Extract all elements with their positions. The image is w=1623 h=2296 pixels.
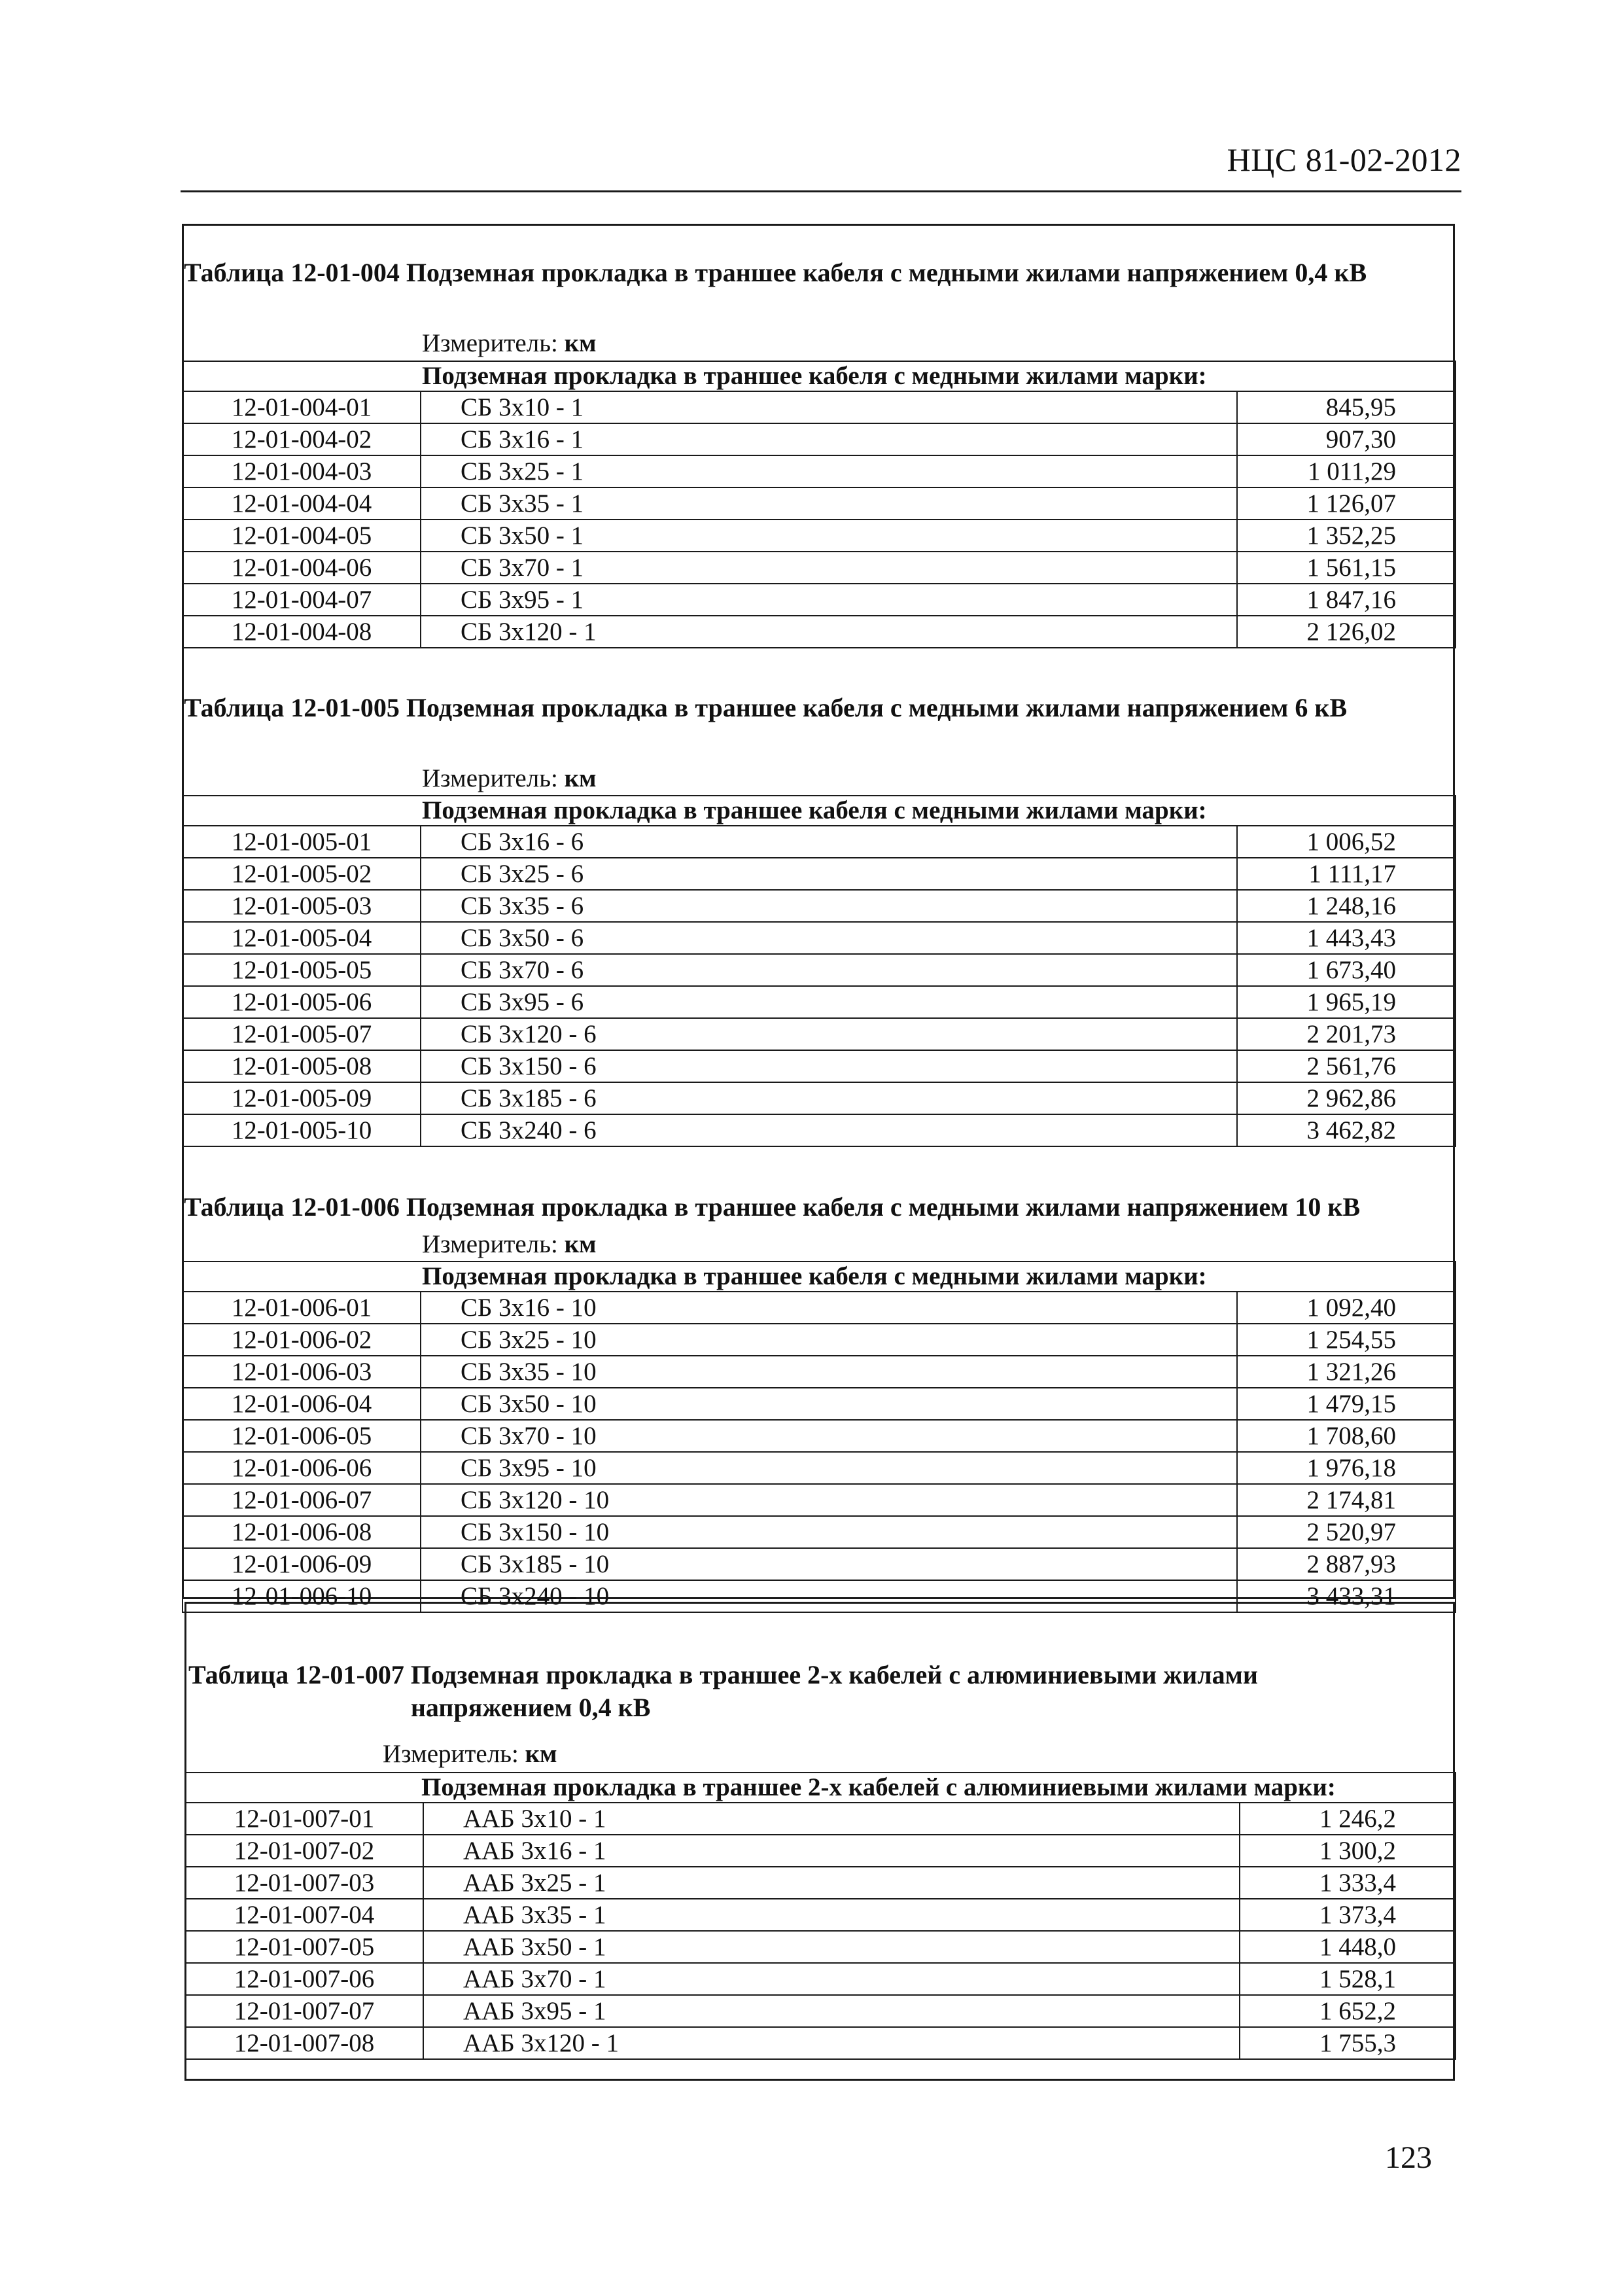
table-subheader-row — [185, 1773, 1456, 1803]
table-row — [183, 1580, 1456, 1612]
unit-of-measure — [422, 328, 597, 358]
row-cable-grade: СБ 3х16 - 10 — [421, 1292, 1237, 1324]
row-cable-grade: ААБ 3х70 - 1 — [423, 1963, 1240, 1995]
table-row — [183, 391, 1456, 423]
table-row — [185, 1867, 1456, 1899]
table-row — [183, 922, 1456, 954]
row-price: 1 708,60 — [1237, 1420, 1456, 1452]
row-code: 12-01-004-05 — [183, 520, 421, 552]
row-price: 2 126,02 — [1237, 616, 1456, 648]
row-code: 12-01-007-01 — [185, 1803, 423, 1835]
row-price: 1 111,17 — [1237, 858, 1456, 890]
row-price: 2 962,86 — [1237, 1082, 1456, 1114]
row-price: 3 462,82 — [1237, 1114, 1456, 1146]
row-price: 1 011,29 — [1237, 455, 1456, 487]
row-code: 12-01-007-04 — [185, 1899, 423, 1931]
unit-label: Измеритель: — [422, 329, 558, 357]
row-code: 12-01-004-08 — [183, 616, 421, 648]
table-title-text — [411, 1659, 1405, 1724]
row-cable-grade: СБ 3х50 - 6 — [421, 922, 1237, 954]
row-cable-grade: ААБ 3х10 - 1 — [423, 1803, 1240, 1835]
row-cable-grade: ААБ 3х95 - 1 — [423, 1995, 1240, 2027]
row-cable-grade: СБ 3х25 - 1 — [421, 455, 1237, 487]
table-title — [184, 256, 1367, 289]
row-code: 12-01-006-05 — [183, 1420, 421, 1452]
row-code: 12-01-004-02 — [183, 423, 421, 455]
row-code: 12-01-007-02 — [185, 1835, 423, 1867]
table-title-code: Таблица 12-01-007 — [188, 1660, 404, 1689]
table-row — [183, 986, 1456, 1018]
row-cable-grade: ААБ 3х120 - 1 — [423, 2027, 1240, 2059]
row-code: 12-01-005-03 — [183, 890, 421, 922]
row-cable-grade: СБ 3х185 - 6 — [421, 1082, 1237, 1114]
table-row — [183, 1324, 1456, 1356]
table-row — [183, 616, 1456, 648]
row-price: 1 092,40 — [1237, 1292, 1456, 1324]
table-title-code: Таблица 12-01-005 — [184, 693, 400, 722]
row-price: 1 652,2 — [1240, 1995, 1456, 2027]
row-code: 12-01-006-08 — [183, 1516, 421, 1548]
table-row — [183, 552, 1456, 584]
table-row — [185, 1963, 1456, 1995]
table-row — [183, 1082, 1456, 1114]
row-code: 12-01-004-06 — [183, 552, 421, 584]
table-row — [183, 520, 1456, 552]
price-table-body — [183, 361, 1456, 648]
table-row — [183, 1114, 1456, 1146]
row-cable-grade: СБ 3х95 - 6 — [421, 986, 1237, 1018]
unit-of-measure — [422, 1229, 597, 1259]
table-row — [185, 1835, 1456, 1867]
table-subheader: Подземная прокладка в траншее кабеля с медными жилами марки: — [183, 796, 1456, 826]
row-code: 12-01-007-08 — [185, 2027, 423, 2059]
row-cable-grade: ААБ 3х50 - 1 — [423, 1931, 1240, 1963]
table-title-text: Подземная прокладка в траншее кабеля с медными жилами напряжением 0,4 кВ — [406, 258, 1367, 287]
table-row — [185, 1899, 1456, 1931]
row-cable-grade: СБ 3х120 - 6 — [421, 1018, 1237, 1050]
table-row — [183, 1548, 1456, 1580]
row-code: 12-01-005-10 — [183, 1114, 421, 1146]
table-row — [183, 423, 1456, 455]
table-title-text: Подземная прокладка в траншее кабеля с медными жилами напряжением 10 кВ — [406, 1192, 1361, 1222]
row-price: 1 528,1 — [1240, 1963, 1456, 1995]
row-cable-grade: СБ 3х70 - 1 — [421, 552, 1237, 584]
row-code: 12-01-006-04 — [183, 1388, 421, 1420]
price-table-body — [183, 1262, 1456, 1612]
row-cable-grade: СБ 3х50 - 1 — [421, 520, 1237, 552]
row-price: 3 433,31 — [1237, 1580, 1456, 1612]
row-cable-grade: СБ 3х70 - 10 — [421, 1420, 1237, 1452]
unit-label: Измеритель: — [383, 1740, 519, 1768]
row-price: 2 174,81 — [1237, 1484, 1456, 1516]
row-code: 12-01-004-01 — [183, 391, 421, 423]
row-price: 907,30 — [1237, 423, 1456, 455]
row-price: 1 126,07 — [1237, 487, 1456, 520]
table-row — [183, 1018, 1456, 1050]
row-code: 12-01-004-04 — [183, 487, 421, 520]
table-subheader-row — [183, 361, 1456, 391]
row-cable-grade: СБ 3х16 - 6 — [421, 826, 1237, 858]
row-price: 2 201,73 — [1237, 1018, 1456, 1050]
table-subheader: Подземная прокладка в траншее кабеля с медными жилами марки: — [183, 1262, 1456, 1292]
row-code: 12-01-006-01 — [183, 1292, 421, 1324]
table-row — [185, 1995, 1456, 2027]
row-price: 1 443,43 — [1237, 922, 1456, 954]
row-price: 1 755,3 — [1240, 2027, 1456, 2059]
row-code: 12-01-004-07 — [183, 584, 421, 616]
row-cable-grade: ААБ 3х35 - 1 — [423, 1899, 1240, 1931]
row-code: 12-01-005-01 — [183, 826, 421, 858]
row-code: 12-01-005-05 — [183, 954, 421, 986]
table-title — [188, 1659, 1405, 1724]
table-row — [183, 584, 1456, 616]
row-code: 12-01-004-03 — [183, 455, 421, 487]
table-title — [184, 692, 1347, 724]
table-subheader: Подземная прокладка в траншее 2-х кабелей с алюминиевыми жилами марки: — [185, 1773, 1456, 1803]
row-cable-grade: СБ 3х35 - 10 — [421, 1356, 1237, 1388]
row-code: 12-01-005-08 — [183, 1050, 421, 1082]
row-code: 12-01-006-03 — [183, 1356, 421, 1388]
table-row — [183, 1388, 1456, 1420]
price-table — [184, 1772, 1456, 2060]
table-subheader-row — [183, 796, 1456, 826]
row-cable-grade: ААБ 3х25 - 1 — [423, 1867, 1240, 1899]
table-row — [183, 487, 1456, 520]
row-price: 1 246,2 — [1240, 1803, 1456, 1835]
document-code: НЦС 81-02-2012 — [1227, 141, 1461, 178]
table-subheader-row — [183, 1262, 1456, 1292]
unit-label: Измеритель: — [422, 764, 558, 792]
unit-value: км — [564, 764, 597, 792]
unit-label: Измеритель: — [422, 1230, 558, 1258]
table-title — [184, 1191, 1360, 1224]
row-price: 1 561,15 — [1237, 552, 1456, 584]
row-price: 1 006,52 — [1237, 826, 1456, 858]
table-row — [183, 1356, 1456, 1388]
page-number: 123 — [1385, 2140, 1432, 2175]
table-row — [183, 954, 1456, 986]
row-code: 12-01-006-09 — [183, 1548, 421, 1580]
price-table-body — [183, 796, 1456, 1146]
row-cable-grade: СБ 3х25 - 6 — [421, 858, 1237, 890]
row-price: 1 333,4 — [1240, 1867, 1456, 1899]
table-title-code: Таблица 12-01-006 — [184, 1192, 400, 1222]
row-price: 1 248,16 — [1237, 890, 1456, 922]
table-row — [183, 455, 1456, 487]
table-row — [185, 2027, 1456, 2059]
row-code: 12-01-007-06 — [185, 1963, 423, 1995]
row-code: 12-01-005-02 — [183, 858, 421, 890]
row-cable-grade: СБ 3х150 - 6 — [421, 1050, 1237, 1082]
row-price: 1 847,16 — [1237, 584, 1456, 616]
row-price: 1 479,15 — [1237, 1388, 1456, 1420]
table-row — [183, 1484, 1456, 1516]
page-header — [181, 134, 1461, 192]
row-cable-grade: СБ 3х25 - 10 — [421, 1324, 1237, 1356]
table-row — [183, 1050, 1456, 1082]
row-code: 12-01-005-09 — [183, 1082, 421, 1114]
row-price: 2 887,93 — [1237, 1548, 1456, 1580]
row-price: 1 352,25 — [1237, 520, 1456, 552]
row-price: 1 965,19 — [1237, 986, 1456, 1018]
table-title-text-content: Подземная прокладка в траншее 2-х кабелей с алюминиевыми жилами напряжением 0,4 кВ — [410, 1660, 1258, 1722]
table-title-code: Таблица 12-01-004 — [184, 258, 400, 287]
unit-value: км — [525, 1740, 557, 1768]
table-row — [183, 858, 1456, 890]
table-row — [185, 1803, 1456, 1835]
row-code: 12-01-007-07 — [185, 1995, 423, 2027]
row-price: 1 321,26 — [1237, 1356, 1456, 1388]
price-table-body — [185, 1773, 1456, 2059]
row-cable-grade: СБ 3х120 - 1 — [421, 616, 1237, 648]
table-row — [183, 1292, 1456, 1324]
unit-value: км — [564, 329, 597, 357]
row-cable-grade: СБ 3х35 - 6 — [421, 890, 1237, 922]
row-cable-grade: СБ 3х35 - 1 — [421, 487, 1237, 520]
table-row — [183, 890, 1456, 922]
row-price: 845,95 — [1237, 391, 1456, 423]
unit-of-measure — [383, 1739, 557, 1769]
row-price: 2 520,97 — [1237, 1516, 1456, 1548]
row-cable-grade: СБ 3х95 - 10 — [421, 1452, 1237, 1484]
row-cable-grade: СБ 3х120 - 10 — [421, 1484, 1237, 1516]
row-cable-grade: СБ 3х240 - 6 — [421, 1114, 1237, 1146]
row-cable-grade: СБ 3х240 - 10 — [421, 1580, 1237, 1612]
row-cable-grade: СБ 3х185 - 10 — [421, 1548, 1237, 1580]
row-code: 12-01-005-06 — [183, 986, 421, 1018]
row-code: 12-01-005-07 — [183, 1018, 421, 1050]
row-code: 12-01-006-07 — [183, 1484, 421, 1516]
price-table — [182, 795, 1456, 1147]
table-row — [183, 826, 1456, 858]
table-row — [183, 1452, 1456, 1484]
table-row — [183, 1420, 1456, 1452]
row-cable-grade: СБ 3х95 - 1 — [421, 584, 1237, 616]
row-code: 12-01-005-04 — [183, 922, 421, 954]
row-price: 1 673,40 — [1237, 954, 1456, 986]
unit-value: км — [564, 1230, 597, 1258]
row-price: 1 448,0 — [1240, 1931, 1456, 1963]
row-price: 1 300,2 — [1240, 1835, 1456, 1867]
row-price: 2 561,76 — [1237, 1050, 1456, 1082]
price-table — [182, 361, 1456, 648]
table-title-text: Подземная прокладка в траншее кабеля с медными жилами напряжением 6 кВ — [406, 693, 1348, 722]
table-row — [183, 1516, 1456, 1548]
row-cable-grade: СБ 3х10 - 1 — [421, 391, 1237, 423]
row-cable-grade: ААБ 3х16 - 1 — [423, 1835, 1240, 1867]
row-code: 12-01-006-10 — [183, 1580, 421, 1612]
row-price: 1 373,4 — [1240, 1899, 1456, 1931]
row-code: 12-01-007-05 — [185, 1931, 423, 1963]
row-price: 1 254,55 — [1237, 1324, 1456, 1356]
row-cable-grade: СБ 3х50 - 10 — [421, 1388, 1237, 1420]
price-table — [182, 1261, 1456, 1613]
row-code: 12-01-006-06 — [183, 1452, 421, 1484]
row-cable-grade: СБ 3х150 - 10 — [421, 1516, 1237, 1548]
row-cable-grade: СБ 3х16 - 1 — [421, 423, 1237, 455]
row-cable-grade: СБ 3х70 - 6 — [421, 954, 1237, 986]
table-subheader: Подземная прокладка в траншее кабеля с медными жилами марки: — [183, 361, 1456, 391]
unit-of-measure — [422, 764, 597, 793]
table-row — [185, 1931, 1456, 1963]
row-code: 12-01-007-03 — [185, 1867, 423, 1899]
row-code: 12-01-006-02 — [183, 1324, 421, 1356]
row-price: 1 976,18 — [1237, 1452, 1456, 1484]
